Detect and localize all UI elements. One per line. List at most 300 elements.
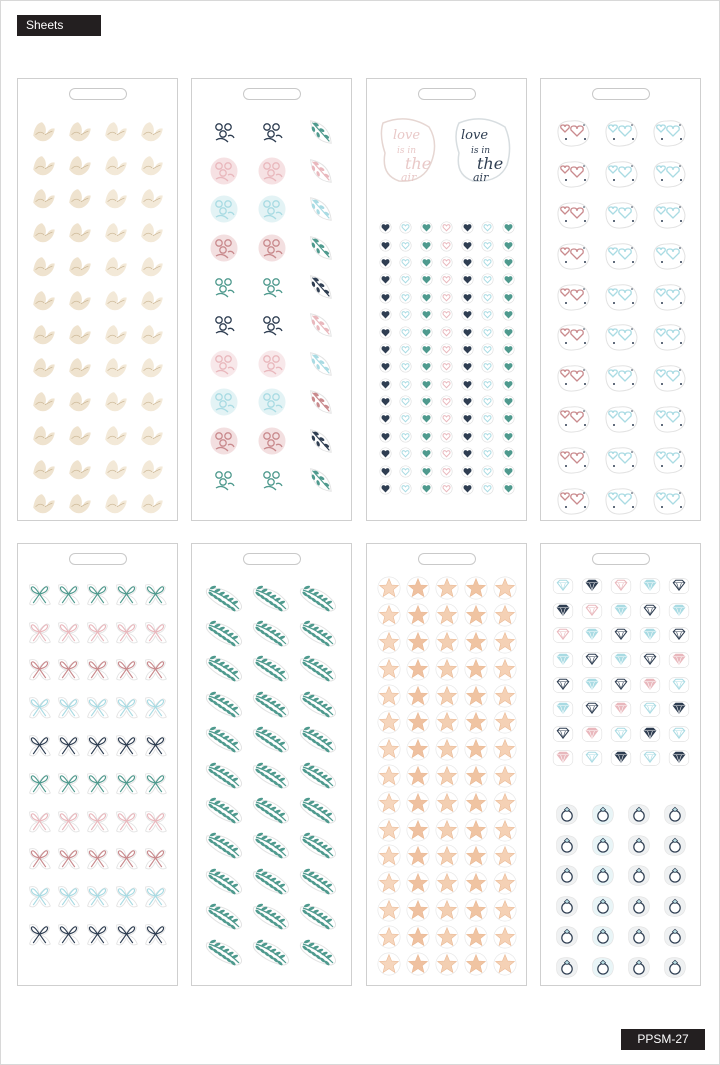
bow-sticker xyxy=(55,655,82,685)
flower-sticker xyxy=(208,425,240,457)
heart-sticker xyxy=(502,308,515,321)
hang-tab xyxy=(243,553,301,565)
wing-sticker xyxy=(137,219,167,247)
bow-sticker xyxy=(84,580,111,610)
heart-sticker xyxy=(420,482,433,495)
star-sticker xyxy=(464,603,488,627)
diamond-sticker xyxy=(610,700,632,718)
heart-sticker xyxy=(481,482,494,495)
heart-sticker xyxy=(502,395,515,408)
diamond-sticker xyxy=(581,626,603,644)
bow-sticker xyxy=(84,769,111,799)
ring-sticker xyxy=(662,833,688,859)
heart-sticker xyxy=(461,273,474,286)
svg-text:the: the xyxy=(405,154,432,173)
ring-sticker xyxy=(554,955,580,981)
flower-sticker xyxy=(256,348,288,380)
bow-sticker xyxy=(142,807,169,837)
wing-sticker xyxy=(29,152,59,180)
leaf-sticker xyxy=(305,155,335,187)
leaf-sticker xyxy=(305,232,335,264)
heart-cluster-sticker xyxy=(602,240,640,272)
star-sticker xyxy=(435,576,459,600)
heart-sticker xyxy=(502,430,515,443)
star-sticker xyxy=(464,657,488,681)
heart-sticker xyxy=(399,221,412,234)
star-sticker xyxy=(435,844,459,868)
fern-sticker xyxy=(298,830,340,860)
heart-sticker xyxy=(440,326,453,339)
diamond-sticker xyxy=(668,725,690,743)
ring-sticker xyxy=(662,924,688,950)
diamond-sticker xyxy=(610,725,632,743)
star-sticker xyxy=(406,710,430,734)
ring-sticker xyxy=(626,833,652,859)
heart-sticker xyxy=(420,308,433,321)
heart-cluster-sticker xyxy=(554,444,592,476)
wing-sticker xyxy=(29,185,59,213)
sheet-bows xyxy=(17,543,178,986)
ring-sticker xyxy=(662,955,688,981)
wing-sticker xyxy=(101,490,131,518)
star-sticker xyxy=(464,737,488,761)
heart-sticker xyxy=(420,343,433,356)
fern-sticker xyxy=(204,653,246,683)
heart-sticker xyxy=(379,221,392,234)
heart-sticker xyxy=(461,447,474,460)
heart-sticker xyxy=(461,430,474,443)
star-sticker xyxy=(406,630,430,654)
heart-sticker xyxy=(440,343,453,356)
diamond-sticker xyxy=(552,700,574,718)
svg-text:love: love xyxy=(393,128,421,143)
flower-sticker xyxy=(256,271,288,303)
heart-sticker xyxy=(399,239,412,252)
star-sticker xyxy=(464,630,488,654)
heart-sticker xyxy=(481,308,494,321)
wing-sticker xyxy=(101,152,131,180)
diamond-sticker xyxy=(639,725,661,743)
star-sticker xyxy=(406,576,430,600)
heart-sticker xyxy=(481,256,494,269)
flower-sticker xyxy=(256,193,288,225)
diamond-sticker xyxy=(552,749,574,767)
star-sticker xyxy=(406,737,430,761)
wing-sticker xyxy=(137,287,167,315)
heart-cluster-sticker xyxy=(602,158,640,190)
flower-sticker xyxy=(256,386,288,418)
star-sticker xyxy=(493,710,517,734)
sticker-grid xyxy=(367,575,526,977)
heart-sticker xyxy=(420,465,433,478)
flower-sticker xyxy=(256,116,288,148)
diamond-sticker xyxy=(552,577,574,595)
heart-sticker xyxy=(399,291,412,304)
diamond-sticker xyxy=(581,651,603,669)
sheet-stars xyxy=(366,543,527,986)
star-sticker xyxy=(406,764,430,788)
diamond-sticker xyxy=(639,602,661,620)
star-sticker xyxy=(435,684,459,708)
star-sticker xyxy=(493,925,517,949)
wing-sticker xyxy=(137,253,167,281)
lettering-sticker-outline xyxy=(377,113,441,187)
star-sticker xyxy=(464,898,488,922)
wing-sticker xyxy=(29,388,59,416)
flower-sticker xyxy=(208,193,240,225)
sheet-fern-leaves xyxy=(191,543,352,986)
fern-sticker xyxy=(298,689,340,719)
diamond-sticker xyxy=(668,602,690,620)
fern-sticker xyxy=(204,583,246,613)
diamond-sticker xyxy=(581,725,603,743)
wing-sticker xyxy=(65,456,95,484)
heart-sticker xyxy=(461,395,474,408)
fern-sticker xyxy=(204,689,246,719)
ring-sticker xyxy=(554,863,580,889)
heart-sticker xyxy=(379,308,392,321)
wing-sticker xyxy=(29,456,59,484)
star-sticker xyxy=(435,603,459,627)
heart-sticker xyxy=(481,343,494,356)
wing-sticker xyxy=(137,490,167,518)
heart-cluster-sticker xyxy=(554,281,592,313)
heart-cluster-sticker xyxy=(602,403,640,435)
bow-sticker xyxy=(142,618,169,648)
star-sticker xyxy=(406,684,430,708)
star-sticker xyxy=(435,791,459,815)
heart-cluster-sticker xyxy=(650,403,688,435)
wing-sticker xyxy=(137,118,167,146)
star-sticker xyxy=(464,791,488,815)
wing-sticker xyxy=(137,354,167,382)
wing-sticker xyxy=(29,321,59,349)
heart-sticker xyxy=(399,343,412,356)
heart-sticker xyxy=(379,447,392,460)
heart-cluster-sticker xyxy=(650,158,688,190)
sticker-grid xyxy=(541,800,700,983)
diamond-sticker xyxy=(639,651,661,669)
fern-sticker xyxy=(298,653,340,683)
heart-sticker xyxy=(481,412,494,425)
star-sticker xyxy=(464,871,488,895)
diamond-sticker xyxy=(581,749,603,767)
heart-sticker xyxy=(379,326,392,339)
bow-sticker xyxy=(26,580,53,610)
sticker-grid xyxy=(192,580,351,969)
heart-cluster-sticker xyxy=(602,199,640,231)
sticker-grid xyxy=(18,576,177,954)
heart-sticker xyxy=(379,465,392,478)
bow-sticker xyxy=(55,807,82,837)
heart-sticker xyxy=(420,447,433,460)
heart-sticker xyxy=(502,326,515,339)
bow-sticker xyxy=(26,844,53,874)
heart-sticker xyxy=(461,343,474,356)
wing-sticker xyxy=(101,456,131,484)
heart-sticker xyxy=(399,482,412,495)
hang-tab xyxy=(69,553,127,565)
fern-sticker xyxy=(204,724,246,754)
heart-cluster-sticker xyxy=(602,444,640,476)
star-sticker xyxy=(493,871,517,895)
heart-sticker xyxy=(420,291,433,304)
leaf-sticker xyxy=(305,271,335,303)
sticker-grid xyxy=(367,219,526,497)
wing-sticker xyxy=(101,118,131,146)
ring-sticker xyxy=(590,863,616,889)
star-sticker xyxy=(377,952,401,976)
star-sticker xyxy=(435,818,459,842)
heart-sticker xyxy=(461,308,474,321)
star-sticker xyxy=(435,764,459,788)
diamond-sticker xyxy=(639,626,661,644)
heart-sticker xyxy=(440,447,453,460)
wing-sticker xyxy=(29,118,59,146)
wing-sticker xyxy=(29,219,59,247)
flower-sticker xyxy=(208,155,240,187)
ring-sticker xyxy=(590,924,616,950)
diamond-sticker xyxy=(668,626,690,644)
star-sticker xyxy=(377,603,401,627)
heart-sticker xyxy=(502,221,515,234)
sheet-hearts-lettering xyxy=(366,78,527,521)
svg-text:air: air xyxy=(401,171,417,184)
heart-sticker xyxy=(461,221,474,234)
star-sticker xyxy=(377,871,401,895)
fern-sticker xyxy=(298,724,340,754)
diamond-sticker xyxy=(639,676,661,694)
diamond-sticker xyxy=(581,676,603,694)
heart-sticker xyxy=(399,360,412,373)
heart-sticker xyxy=(481,221,494,234)
ring-sticker xyxy=(554,924,580,950)
fern-sticker xyxy=(251,795,293,825)
diamond-sticker xyxy=(552,651,574,669)
heart-sticker xyxy=(379,482,392,495)
heart-sticker xyxy=(440,395,453,408)
wing-sticker xyxy=(29,287,59,315)
star-sticker xyxy=(435,898,459,922)
bow-sticker xyxy=(84,655,111,685)
heart-sticker xyxy=(399,256,412,269)
wing-sticker xyxy=(137,422,167,450)
sticker-grid xyxy=(541,574,700,771)
heart-sticker xyxy=(502,360,515,373)
heart-cluster-sticker xyxy=(650,485,688,517)
star-sticker xyxy=(377,576,401,600)
flower-sticker xyxy=(256,155,288,187)
fern-sticker xyxy=(251,901,293,931)
diamond-sticker xyxy=(668,577,690,595)
bow-sticker xyxy=(142,882,169,912)
star-sticker xyxy=(377,791,401,815)
star-sticker xyxy=(493,657,517,681)
bow-sticker xyxy=(113,618,140,648)
heart-sticker xyxy=(440,239,453,252)
heart-sticker xyxy=(502,291,515,304)
heart-sticker xyxy=(440,482,453,495)
star-sticker xyxy=(406,791,430,815)
wing-sticker xyxy=(101,354,131,382)
wing-sticker xyxy=(65,287,95,315)
heart-sticker xyxy=(399,308,412,321)
wing-sticker xyxy=(101,253,131,281)
bow-sticker xyxy=(113,920,140,950)
heart-sticker xyxy=(420,395,433,408)
fern-sticker xyxy=(251,760,293,790)
wing-sticker xyxy=(65,118,95,146)
leaf-sticker xyxy=(305,425,335,457)
fern-sticker xyxy=(298,937,340,967)
sheets-label: Sheets xyxy=(17,15,101,36)
star-sticker xyxy=(377,657,401,681)
bow-sticker xyxy=(55,693,82,723)
heart-cluster-sticker xyxy=(602,321,640,353)
bow-sticker xyxy=(142,693,169,723)
heart-sticker xyxy=(481,273,494,286)
diamond-sticker xyxy=(610,749,632,767)
heart-cluster-sticker xyxy=(650,321,688,353)
wing-sticker xyxy=(29,490,59,518)
flower-sticker xyxy=(208,464,240,496)
diamond-sticker xyxy=(552,676,574,694)
diamond-sticker xyxy=(668,749,690,767)
heart-cluster-sticker xyxy=(650,362,688,394)
heart-sticker xyxy=(420,273,433,286)
flower-sticker xyxy=(256,309,288,341)
product-code: PPSM-27 xyxy=(621,1029,705,1050)
heart-sticker xyxy=(481,430,494,443)
star-sticker xyxy=(464,684,488,708)
bow-sticker xyxy=(55,844,82,874)
bow-sticker xyxy=(142,655,169,685)
heart-sticker xyxy=(481,239,494,252)
heart-sticker xyxy=(399,395,412,408)
wing-sticker xyxy=(101,388,131,416)
star-sticker xyxy=(377,630,401,654)
fern-sticker xyxy=(204,795,246,825)
wing-sticker xyxy=(101,287,131,315)
heart-sticker xyxy=(440,308,453,321)
ring-sticker xyxy=(590,955,616,981)
heart-sticker xyxy=(481,395,494,408)
heart-cluster-sticker xyxy=(602,117,640,149)
heart-sticker xyxy=(420,239,433,252)
bow-sticker xyxy=(26,769,53,799)
heart-cluster-sticker xyxy=(554,362,592,394)
svg-text:is in: is in xyxy=(471,146,491,156)
flower-sticker xyxy=(256,464,288,496)
star-sticker xyxy=(464,764,488,788)
star-sticker xyxy=(493,898,517,922)
heart-sticker xyxy=(379,360,392,373)
heart-sticker xyxy=(481,360,494,373)
leaf-sticker xyxy=(305,464,335,496)
bow-sticker xyxy=(84,807,111,837)
heart-sticker xyxy=(399,430,412,443)
star-sticker xyxy=(435,871,459,895)
bow-sticker xyxy=(142,580,169,610)
ring-sticker xyxy=(626,894,652,920)
hang-tab xyxy=(69,88,127,100)
ring-sticker xyxy=(662,802,688,828)
wing-sticker xyxy=(137,456,167,484)
heart-cluster-sticker xyxy=(650,199,688,231)
diamond-sticker xyxy=(639,577,661,595)
diamond-sticker xyxy=(610,676,632,694)
wing-sticker xyxy=(101,219,131,247)
heart-sticker xyxy=(379,430,392,443)
star-sticker xyxy=(377,684,401,708)
flower-sticker xyxy=(208,386,240,418)
star-sticker xyxy=(435,710,459,734)
fern-sticker xyxy=(251,866,293,896)
flower-sticker xyxy=(256,425,288,457)
fern-sticker xyxy=(251,653,293,683)
fern-sticker xyxy=(204,830,246,860)
heart-sticker xyxy=(399,447,412,460)
heart-sticker xyxy=(399,378,412,391)
star-sticker xyxy=(377,710,401,734)
heart-sticker xyxy=(379,343,392,356)
heart-cluster-sticker xyxy=(554,321,592,353)
star-sticker xyxy=(464,925,488,949)
sticker-grid xyxy=(18,115,177,521)
star-sticker xyxy=(493,603,517,627)
heart-sticker xyxy=(379,395,392,408)
heart-sticker xyxy=(440,360,453,373)
diamond-sticker xyxy=(639,749,661,767)
star-sticker xyxy=(435,925,459,949)
hang-tab xyxy=(592,88,650,100)
star-sticker xyxy=(493,818,517,842)
leaf-sticker xyxy=(305,309,335,341)
bow-sticker xyxy=(113,731,140,761)
sheet-heart-clusters xyxy=(540,78,701,521)
heart-sticker xyxy=(420,256,433,269)
fern-sticker xyxy=(204,760,246,790)
star-sticker xyxy=(406,657,430,681)
star-sticker xyxy=(493,764,517,788)
heart-sticker xyxy=(461,256,474,269)
star-sticker xyxy=(406,818,430,842)
heart-sticker xyxy=(379,378,392,391)
star-sticker xyxy=(493,844,517,868)
fern-sticker xyxy=(251,937,293,967)
heart-sticker xyxy=(481,291,494,304)
heart-cluster-sticker xyxy=(650,240,688,272)
star-sticker xyxy=(464,952,488,976)
bow-sticker xyxy=(113,844,140,874)
heart-sticker xyxy=(440,412,453,425)
ring-sticker xyxy=(662,863,688,889)
heart-cluster-sticker xyxy=(554,199,592,231)
star-sticker xyxy=(435,657,459,681)
heart-sticker xyxy=(461,239,474,252)
heart-sticker xyxy=(379,291,392,304)
flower-sticker xyxy=(208,348,240,380)
bow-sticker xyxy=(55,618,82,648)
diamond-sticker xyxy=(581,577,603,595)
wing-sticker xyxy=(65,219,95,247)
heart-sticker xyxy=(461,360,474,373)
star-sticker xyxy=(377,737,401,761)
heart-sticker xyxy=(440,378,453,391)
heart-sticker xyxy=(440,273,453,286)
fern-sticker xyxy=(251,830,293,860)
heart-cluster-sticker xyxy=(650,117,688,149)
